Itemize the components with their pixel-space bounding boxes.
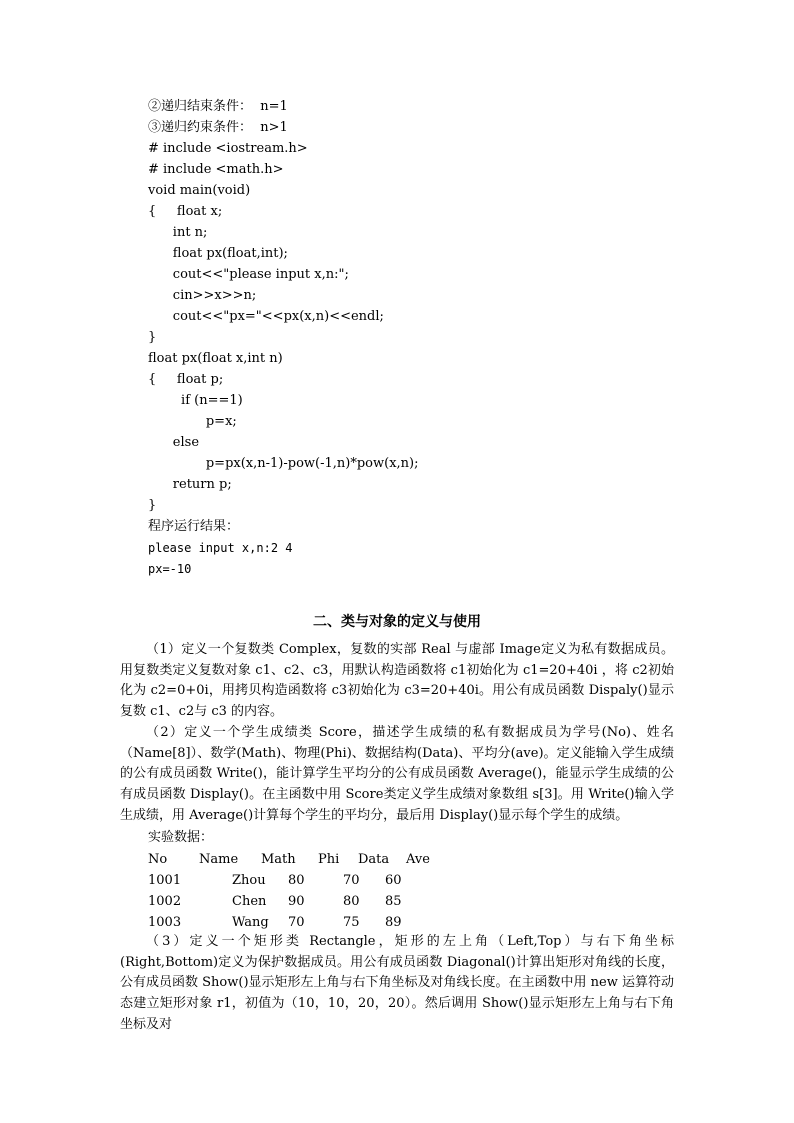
result-label: 程序运行结果： [148, 519, 240, 534]
table-header: Name [199, 852, 239, 867]
table-cell: 70 [343, 873, 360, 888]
code-line: # include <math.h> [148, 162, 284, 177]
code-line: } [148, 330, 157, 345]
code-line: cin>>x>>n; [148, 288, 257, 303]
section-title: 二、类与对象的定义与使用 [313, 614, 481, 630]
table-cell: 90 [288, 894, 305, 909]
table-cell: 1001 [148, 873, 182, 888]
table-cell: 1003 [148, 915, 182, 930]
table-cell: 75 [343, 915, 360, 930]
code-line: ③递归约束条件： n>1 [148, 120, 288, 135]
output-line: px=-10 [148, 562, 192, 576]
code-line: } [148, 498, 157, 513]
table-header: Data [358, 852, 390, 867]
code-line: ②递归结束条件： n=1 [148, 99, 288, 114]
paragraph-text: （2）定义一个学生成绩类 Score，描述学生成绩的私有数据成员为学号(No)、姓名（Name[8]）、数学(Math)、物理(Phi)、数据结构(Data)、平均分(ave)。定义能输入学生成绩的公有成员函数 Write()，能计算学生平均分的公有成员函数 Average()，能显示学生成绩的公有成员函数 Display()。在主函数中用 Score类定义学生成绩对象数组 s[3]。用 Write()输入学生成绩，用 Average()计算每个学生的平均分，最后用 Display()显示每个学生的成绩。 [120, 725, 674, 823]
code-line: { float x; [148, 204, 223, 219]
code-line: void main(void) [148, 183, 251, 198]
code-line: cout<<"px="<<px(x,n)<<endl; [148, 309, 384, 324]
code-line: return p; [148, 477, 232, 492]
code-line: if (n==1) [148, 393, 243, 408]
code-line: float px(float x,int n) [148, 351, 283, 366]
code-line: float px(float,int); [148, 246, 288, 261]
table-cell: 89 [385, 915, 402, 930]
output-line: please input x,n:2 4 [148, 541, 293, 555]
paragraph-text: （1）定义一个复数类 Complex，复数的实部 Real 与虚部 Image定义为私有数据成员。用复数类定义复数对象 c1、c2、c3，用默认构造函数将 c1初始化为 c1=20+40i ，将 c2初始化为 c2=0+0i，用拷贝构造函数将 c3初始化为 c3=20+40i。用公有成员函数 Dispaly()显示复数 c1、c2与 c3 的内容。 [120, 642, 674, 720]
code-line: p=x; [148, 414, 237, 429]
code-line: p=px(x,n-1)-pow(-1,n)*pow(x,n); [148, 456, 419, 471]
table-cell: 80 [343, 894, 360, 909]
table-cell: 80 [288, 873, 305, 888]
code-line: { float p; [148, 372, 224, 387]
table-header: No [148, 852, 168, 867]
paragraph-1 [120, 640, 674, 723]
code-line: else [148, 435, 200, 450]
data-label: 实验数据： [148, 830, 214, 845]
table-cell: 70 [288, 915, 305, 930]
paragraph-text: （3）定义一个矩形类 Rectangle，矩形的左上角（Left,Top）与右下角坐标(Right,Bottom)定义为保护数据成员。用公有成员函数 Diagonal()计算出矩形对角线的长度，公有成员函数 Show()显示矩形左上角与右下角坐标及对角线长度。在主函数中用 new 运算符动态建立矩形对象 r1，初值为（10，10，20，20）。然后调用 Show()显示矩形左上角与右下角坐标及对 [120, 934, 674, 1032]
table-header: Phi [318, 852, 340, 867]
paragraph-2 [120, 723, 674, 827]
table-cell: 85 [385, 894, 402, 909]
paragraph-3 [120, 932, 674, 1036]
table-header: Math [261, 852, 296, 867]
table-cell: 1002 [148, 894, 182, 909]
table-cell: Wang [232, 915, 269, 930]
table-cell: Chen [232, 894, 267, 909]
table-cell: Zhou [232, 873, 266, 888]
code-line: cout<<"please input x,n:"; [148, 267, 349, 282]
code-line: int n; [148, 225, 208, 240]
code-line: # include <iostream.h> [148, 141, 308, 156]
table-header: Ave [406, 852, 430, 867]
table-cell: 60 [385, 873, 402, 888]
